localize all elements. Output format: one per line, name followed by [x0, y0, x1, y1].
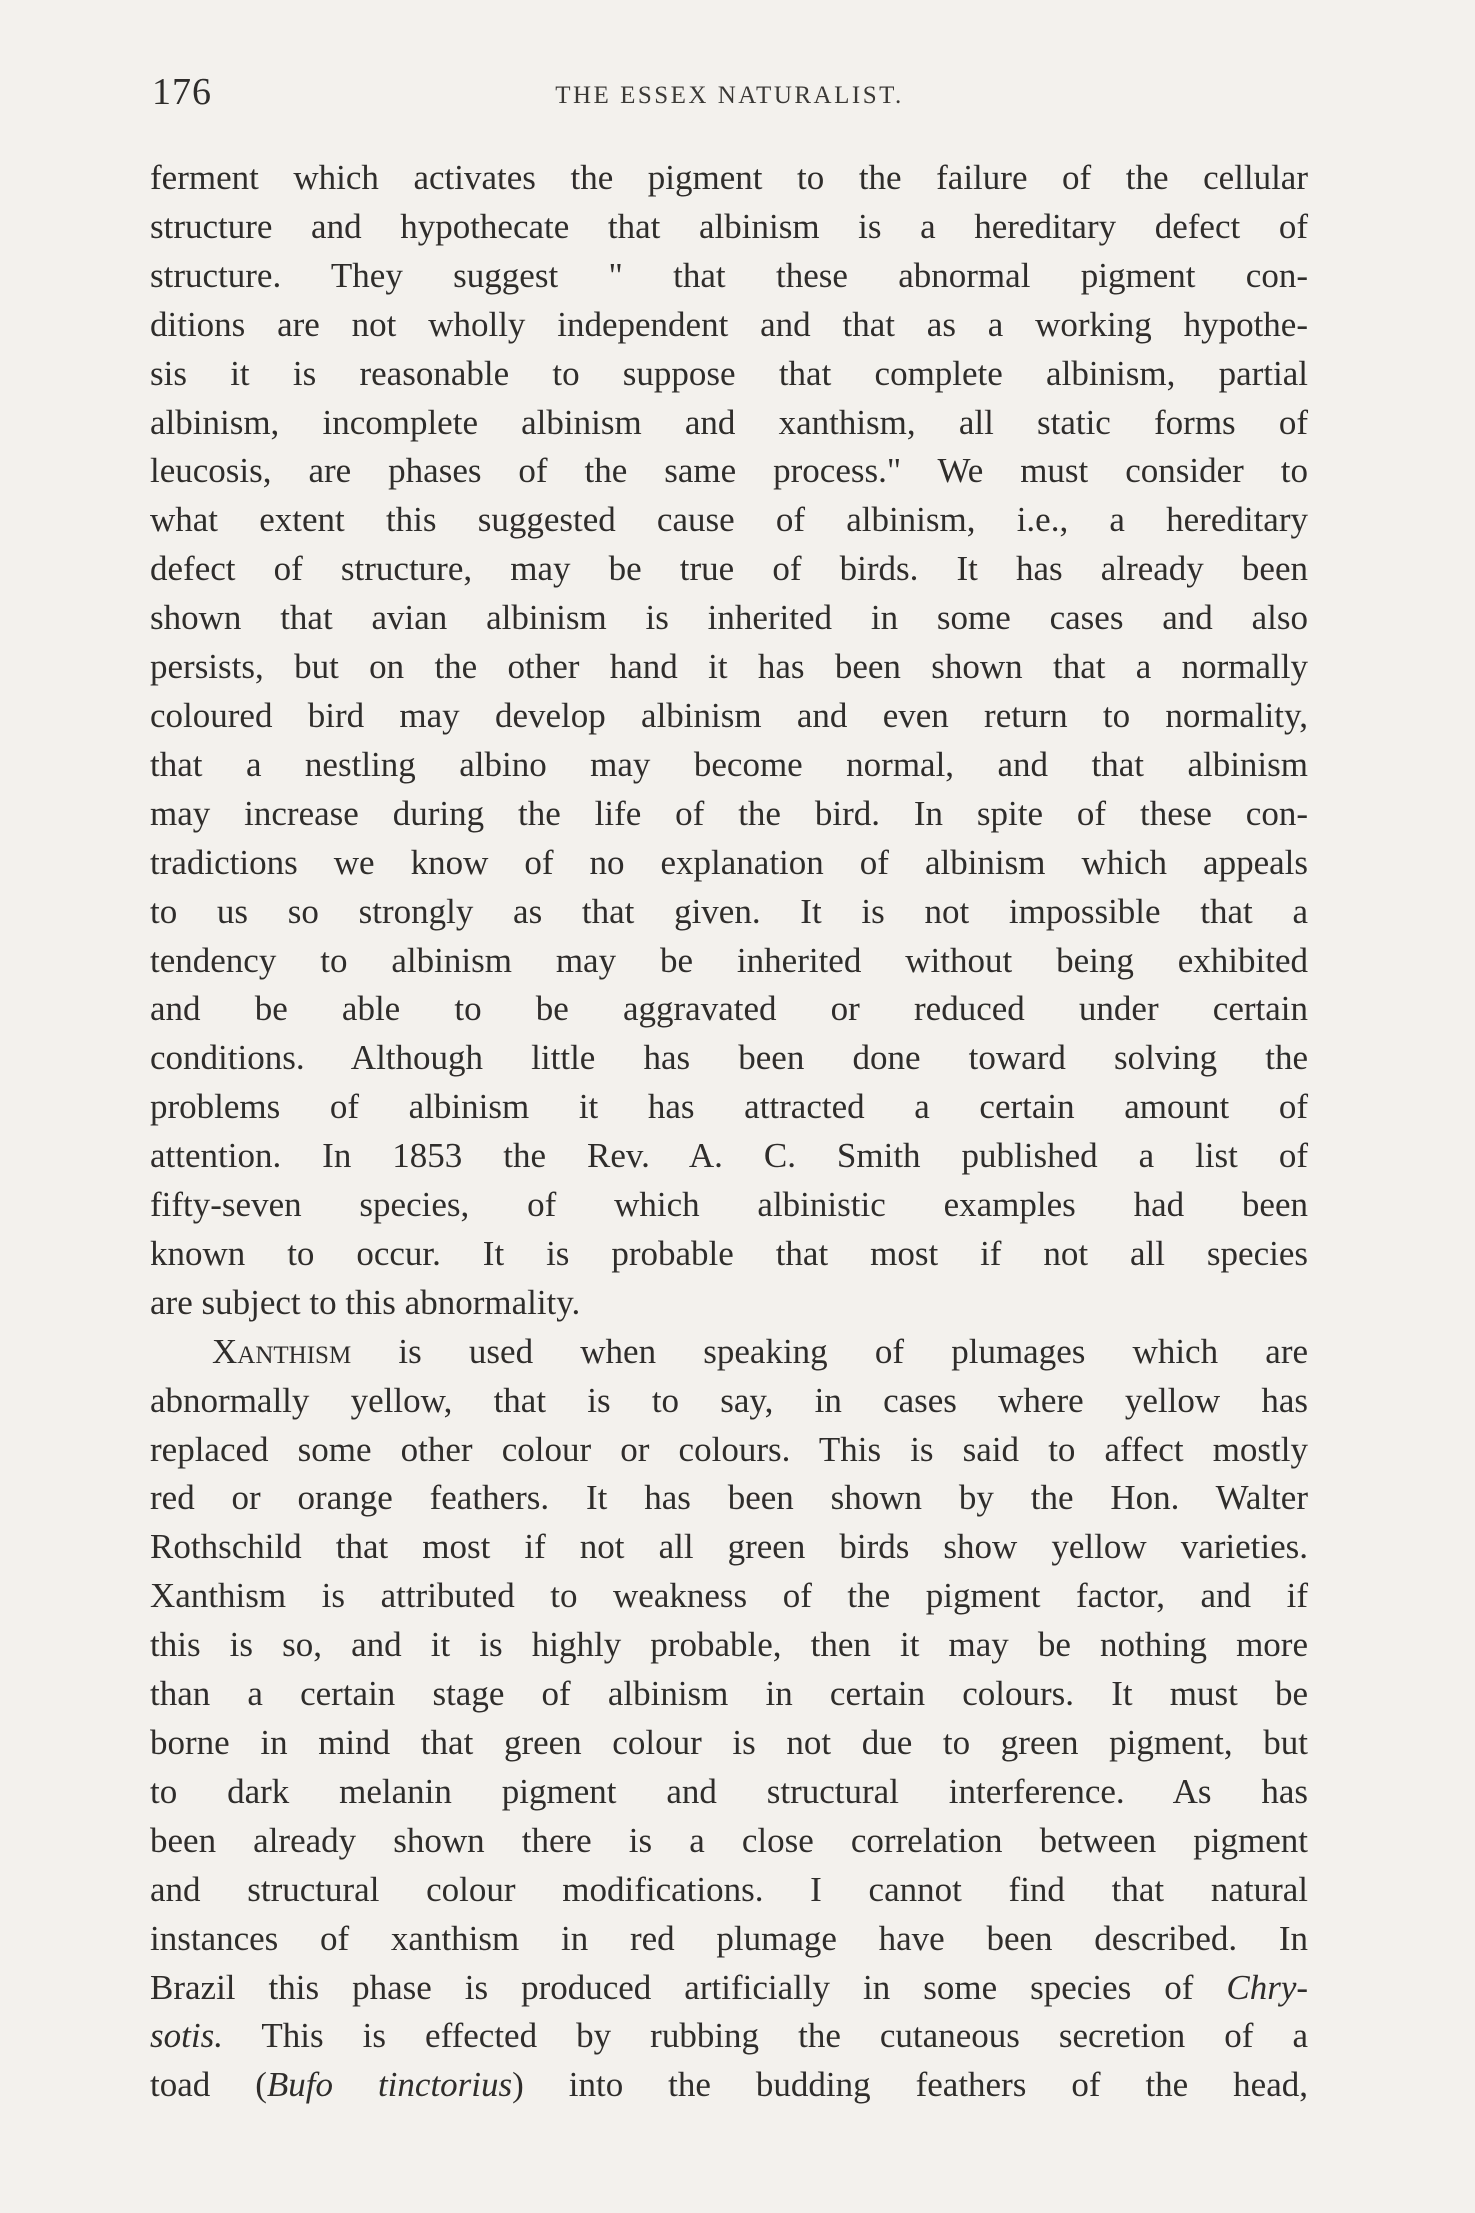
text-line: and structural colour modifications. I cannot find that natural	[150, 1869, 1308, 1909]
defined-term: Xanthism	[212, 1331, 352, 1371]
text-fragment: This is effected by rubbing the cutaneous secretion of a	[261, 2016, 1308, 2056]
text-line: borne in mind that green colour is not due to green pigment, but	[150, 1723, 1308, 1762]
text-fragment: toad (	[150, 2065, 267, 2105]
text-line: to us so strongly as that given. It is not impossible that a	[150, 891, 1308, 931]
text-line: tradictions we know of no explanation of albinism which appeals	[150, 842, 1308, 882]
text-line: Xanthism is attributed to weakness of the pigment factor, and if	[150, 1576, 1308, 1616]
text-line: what extent this suggested cause of albinism, i.e., a hereditary	[150, 500, 1308, 540]
text-line: known to occur. It is probable that most if not all species	[150, 1233, 1308, 1273]
text-line: leucosis, are phases of the same process." We must consider to	[150, 451, 1308, 491]
text-line: problems of albinism it has attracted a certain amount of	[150, 1087, 1308, 1127]
text-line: red or orange feathers. It has been shown by the Hon. Walter	[150, 1478, 1308, 1518]
text-line: defect of structure, may be true of birds. It has already been	[150, 549, 1308, 589]
genus-name: sotis.	[150, 2016, 223, 2056]
text-line: to dark melanin pigment and structural interference. As has	[150, 1771, 1308, 1811]
text-line: instances of xanthism in red plumage have been described. In	[150, 1918, 1308, 1958]
page-header	[152, 64, 1307, 124]
running-head: THE ESSEX NATURALIST.	[555, 82, 904, 109]
text-line	[150, 1964, 1308, 2013]
page-number: 176	[152, 71, 212, 113]
text-line: attention. In 1853 the Rev. A. C. Smith published a list of	[150, 1136, 1308, 1176]
text-line: may increase during the life of the bird. In spite of these con-	[150, 793, 1308, 833]
text-line: coloured bird may develop albinism and even return to normality,	[150, 695, 1308, 735]
text-line: that a nestling albino may become normal, and that albinism	[150, 744, 1308, 784]
genus-name: Chry-	[1226, 1967, 1309, 2007]
text-line: are subject to this abnormality.	[150, 1282, 581, 1322]
text-line: this is so, and it is highly probable, then it may be nothing more	[150, 1625, 1308, 1665]
text-line: been already shown there is a close correlation between pigment	[150, 1820, 1308, 1860]
text-fragment: Brazil this phase is produced artificially in some species of	[150, 1967, 1194, 2007]
text-line	[150, 2061, 1308, 2110]
text-line: shown that avian albinism is inherited in some cases and also	[150, 598, 1308, 638]
paragraph-first-line	[150, 1328, 1308, 1377]
text-line: than a certain stage of albinism in certain colours. It must be	[150, 1674, 1308, 1714]
text-line: albinism, incomplete albinism and xanthism, all static forms of	[150, 402, 1308, 442]
text-line: replaced some other colour or colours. This is said to affect mostly	[150, 1429, 1308, 1469]
text-line: and be able to be aggravated or reduced under certain	[150, 989, 1308, 1029]
body-text	[150, 154, 1308, 2110]
text-fragment: ) into the budding feathers of the head,	[512, 2065, 1308, 2105]
text-line	[150, 2012, 1308, 2061]
text-line: structure and hypothecate that albinism is a hereditary defect of	[150, 206, 1308, 246]
text-fragment: is used when speaking of plumages which are	[398, 1331, 1309, 1371]
text-line: conditions. Although little has been done toward solving the	[150, 1038, 1308, 1078]
species-name: Bufo tinctorius	[266, 2065, 513, 2105]
text-line: ditions are not wholly independent and that as a working hypothe-	[150, 304, 1308, 344]
text-line: structure. They suggest " that these abnormal pigment con-	[150, 255, 1308, 295]
text-line: Rothschild that most if not all green birds show yellow varieties.	[150, 1527, 1308, 1567]
text-line: fifty-seven species, of which albinistic examples had been	[150, 1185, 1308, 1225]
text-line: persists, but on the other hand it has been shown that a normally	[150, 647, 1308, 687]
text-line: ferment which activates the pigment to the failure of the cellular	[150, 158, 1308, 197]
text-line: tendency to albinism may be inherited without being exhibited	[150, 940, 1308, 980]
text-line: sis it is reasonable to suppose that complete albinism, partial	[150, 353, 1308, 393]
text-line: abnormally yellow, that is to say, in cases where yellow has	[150, 1380, 1308, 1420]
